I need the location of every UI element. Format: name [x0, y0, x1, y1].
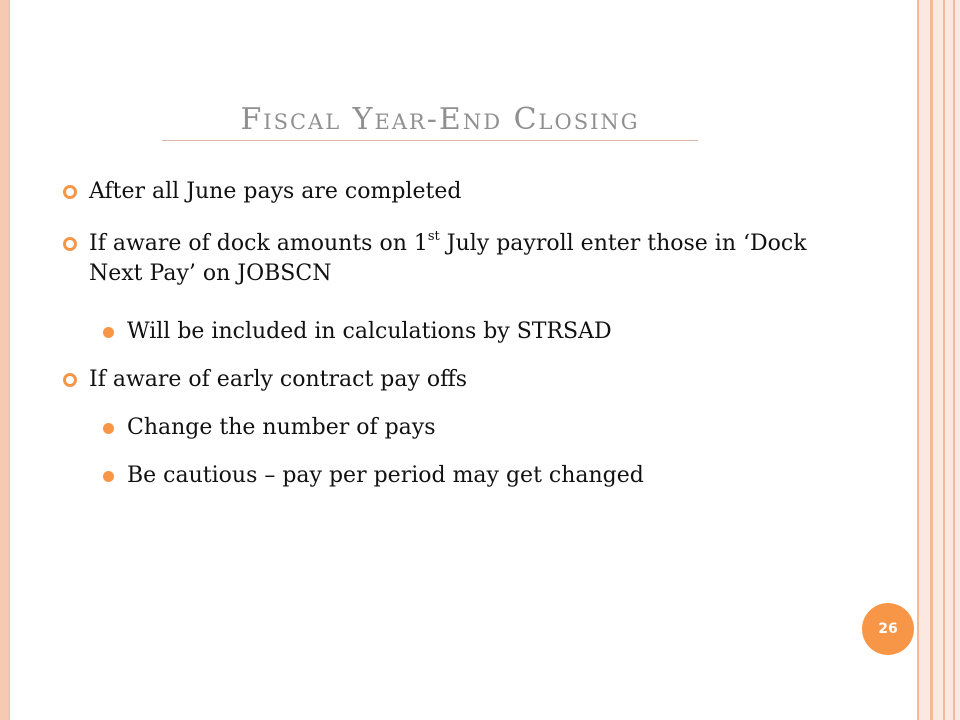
bullet-text: Change the number of pays — [127, 415, 436, 440]
bullet-item — [89, 365, 849, 395]
ring-bullet-icon — [63, 237, 77, 251]
sub-bullet-item — [127, 461, 727, 491]
bullet-text: Be cautious – pay per period may get changed — [127, 463, 644, 488]
page-frame-right — [917, 0, 960, 720]
bullet-text: After all June pays are completed — [89, 179, 462, 204]
bullet-item — [89, 177, 849, 207]
bullet-text: If aware of early contract pay offs — [89, 367, 468, 392]
bullet-text: If aware of dock amounts on 1 — [89, 231, 428, 256]
slide-title: Fiscal Year-End Closing — [240, 102, 640, 137]
bullet-item — [89, 229, 849, 289]
sub-bullet-item — [127, 317, 847, 347]
ordinal-suffix: st — [427, 228, 440, 244]
ring-bullet-icon — [63, 373, 77, 387]
dot-bullet-icon — [103, 327, 114, 338]
dot-bullet-icon — [103, 471, 114, 482]
dot-bullet-icon — [103, 423, 114, 434]
ring-bullet-icon — [63, 185, 77, 199]
bullet-text: July payroll enter those in ‘Dock Next Pay’ on JOBSCN — [89, 231, 807, 286]
bullet-text: Will be included in calculations by STRSAD — [127, 319, 612, 344]
page-number-badge: 26 — [862, 603, 914, 655]
sub-bullet-item — [127, 413, 847, 443]
